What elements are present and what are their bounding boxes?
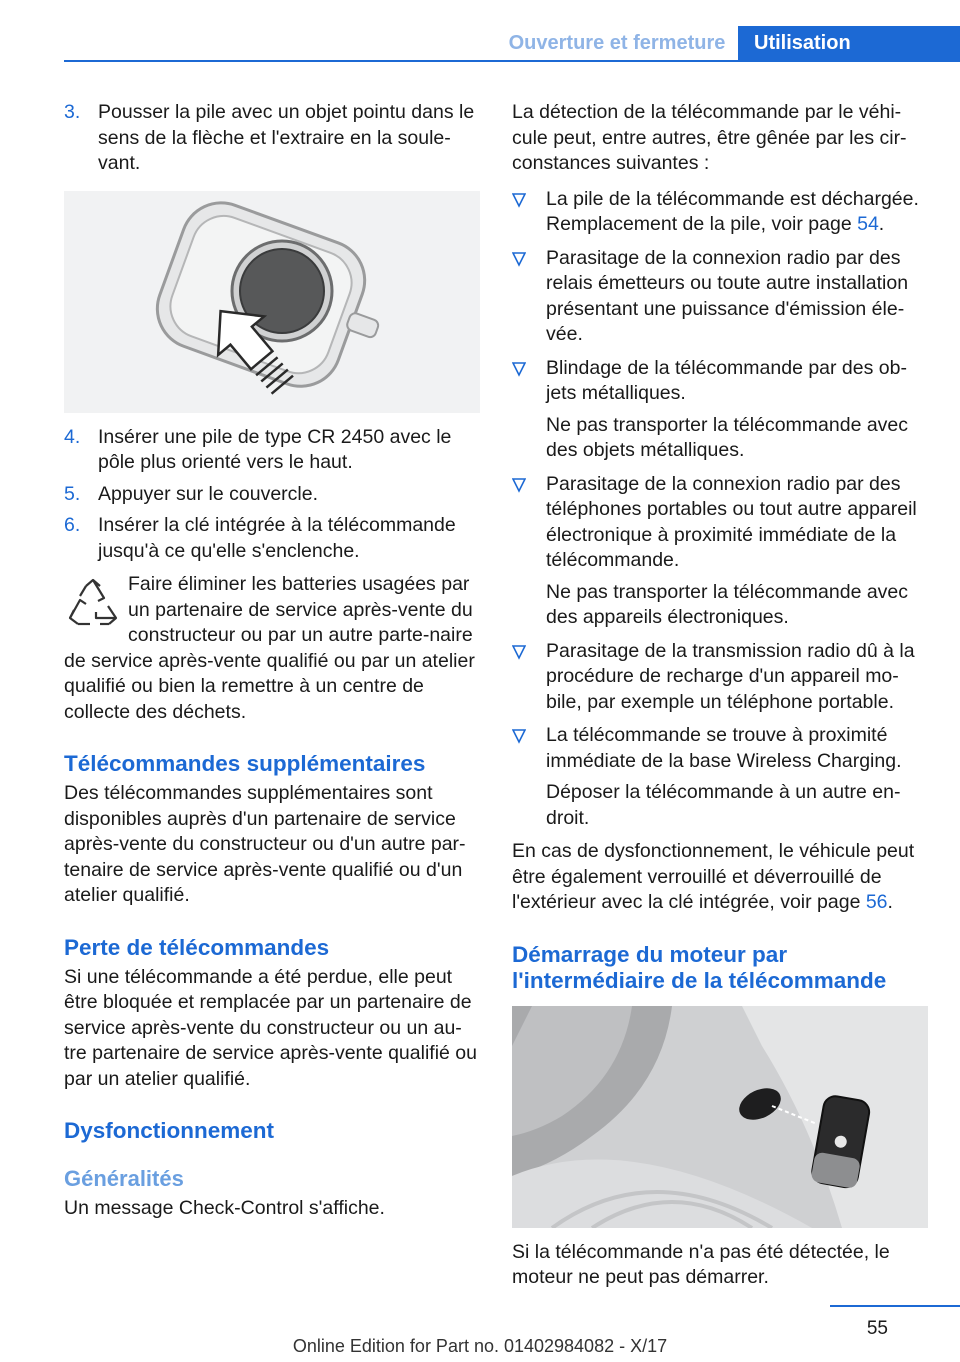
page-header xyxy=(0,0,960,64)
page-link[interactable]: 56 xyxy=(865,891,888,913)
steering-column-illustration xyxy=(512,1006,928,1228)
not-detected-text: Si la télécommande n'a pas été détectée, le moteur ne peut pas démarrer. xyxy=(512,1240,890,1288)
bullet-text xyxy=(546,187,928,238)
bullet-item xyxy=(512,356,928,464)
recycling-note xyxy=(64,572,480,725)
triangle-bullet-icon xyxy=(512,358,526,378)
bullet-text-end: . xyxy=(878,213,885,235)
step-text: Pousser la pile avec un objet pointu dans le sens de la flèche et l'extraire en la soule‐vant. xyxy=(98,101,475,174)
bullet-text: La télécommande se trouve à proximité immédiate de la base Wireless Charging. xyxy=(546,724,902,772)
bullet-subtext: Déposer la télécommande à un autre en‐droit. xyxy=(546,781,901,829)
recycle-icon xyxy=(64,576,122,634)
step-text: Insérer une pile de type CR 2450 avec le pôle plus orienté vers le haut. xyxy=(98,425,452,473)
step-text: Appuyer sur le couvercle. xyxy=(98,482,319,505)
recycling-text: Faire éliminer les batteries usagées par un partenaire de service après-vente du constructeur ou par un autre parte‐naire de service après-vente qualifié ou par un atelier qualifié ou bien la remettre à un centre de collecte des déchets. xyxy=(64,573,475,723)
heading-general: Généralités xyxy=(64,1166,184,1191)
key-battery-illustration xyxy=(64,191,480,413)
heading-lost-remotes: Perte de télécommandes xyxy=(64,934,330,960)
footer-rule xyxy=(830,1305,960,1307)
heading-engine-start: Démarrage du moteur par l'intermédiaire de la télécommande xyxy=(512,941,887,993)
left-column xyxy=(64,100,480,1222)
bullet-text: Parasitage de la transmission radio dû à la procédure de recharge d'un appareil mo‐bile, par exemple un téléphone portable. xyxy=(546,639,915,713)
heading-extra-remotes: Télécommandes supplémentaires xyxy=(64,751,426,776)
step-6 xyxy=(64,513,480,564)
step-3 xyxy=(64,100,480,177)
bullet-item xyxy=(512,187,928,238)
bullet-item xyxy=(512,472,928,631)
bullet-text: Parasitage de la connexion radio par des relais émetteurs ou toute autre installation présentant une puissance d'émission éle‐vée. xyxy=(546,246,909,345)
lost-remotes-text: Si une télécommande a été perdue, elle peut être bloquée et remplacée par un partenaire de service après-vente du constructeur ou un au‐tre partenaire de service après-vente qualifié ou par un atelier qualifié. xyxy=(64,965,477,1090)
heading-malfunction: Dysfonctionnement xyxy=(64,1118,275,1143)
step-number: 6. xyxy=(64,514,81,536)
bullet-subtext: Ne pas transporter la télécommande avec des appareils électroniques. xyxy=(546,580,909,628)
edition-note: Online Edition for Part no. 01402984082 - X/17 xyxy=(292,1336,668,1356)
bullet-subtext: Ne pas transporter la télécommande avec des objets métalliques. xyxy=(546,413,909,461)
step-4 xyxy=(64,425,480,476)
bullet-item xyxy=(512,246,928,348)
step-text: Insérer la clé intégrée à la télécommande jusqu'à ce qu'elle s'enclenche. xyxy=(98,514,456,562)
detection-intro: La détection de la télécommande par le véhi‐cule peut, entre autres, être gênée par les cir‐constances suivantes : xyxy=(512,101,907,174)
page-number: 55 xyxy=(866,1318,888,1339)
header-section-title: Ouverture et fermeture xyxy=(508,32,726,54)
bullet-item xyxy=(512,723,928,831)
header-rule xyxy=(64,60,960,62)
header-chapter-tab: Utilisation xyxy=(738,26,960,62)
page-link[interactable]: 54 xyxy=(857,213,879,235)
extra-remotes-text: Des télécommandes supplémentaires sont disponibles auprès d'un partenaire de service après-vente du constructeur ou d'un autre par‐tenaire de service après-vente qualifié ou d'un atelier qualifié. xyxy=(64,782,466,906)
bullet-text-main: La pile de la télécommande est déchargée. Remplacement de la pile, voir page xyxy=(546,187,919,235)
general-text: Un message Check-Control s'affiche. xyxy=(64,1197,385,1219)
step-number: 5. xyxy=(64,482,81,505)
step-5 xyxy=(64,482,480,508)
triangle-bullet-icon xyxy=(512,189,526,209)
step-number: 4. xyxy=(64,425,81,448)
bullet-text: Blindage de la télécommande par des ob‐jets métalliques. xyxy=(546,356,907,404)
triangle-bullet-icon xyxy=(512,248,526,268)
triangle-bullet-icon xyxy=(512,474,526,494)
fallback-text xyxy=(512,839,928,916)
fallback-text-end: . xyxy=(887,891,893,913)
right-column xyxy=(512,100,928,1291)
step-number: 3. xyxy=(64,101,81,123)
triangle-bullet-icon xyxy=(512,725,526,745)
triangle-bullet-icon xyxy=(512,641,526,661)
fallback-text-main: En cas de dysfonctionnement, le véhicule peut être également verrouillé et déverrouillé de l'extérieur avec la clé intégrée, voir page xyxy=(512,840,915,913)
bullet-text: Parasitage de la connexion radio par des téléphones portables ou tout autre appareil électronique à proximité immédiate de la télécommande. xyxy=(546,472,917,571)
bullet-item xyxy=(512,639,928,716)
